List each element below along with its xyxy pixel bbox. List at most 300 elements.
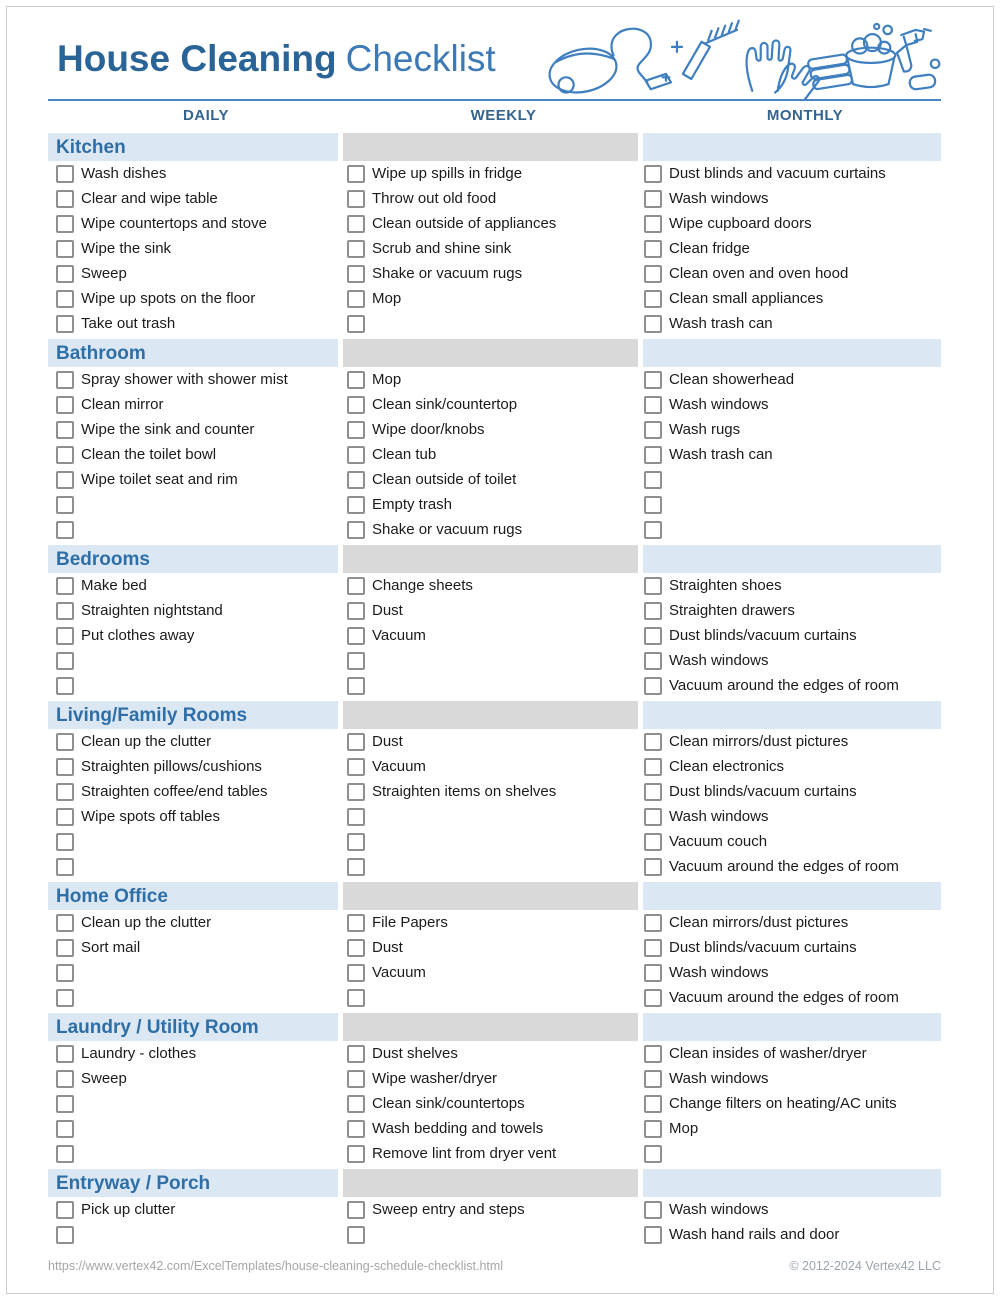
weekly-cell bbox=[343, 261, 638, 286]
item-label: Clean outside of appliances bbox=[372, 215, 557, 232]
checkbox[interactable] bbox=[56, 939, 74, 957]
checkbox[interactable] bbox=[347, 1120, 365, 1138]
item-label: Sweep bbox=[81, 1070, 127, 1087]
weekly-cell bbox=[343, 1141, 638, 1166]
checklist-row bbox=[48, 311, 941, 336]
checkbox[interactable] bbox=[56, 165, 74, 183]
daily-cell bbox=[48, 779, 338, 804]
checkbox[interactable] bbox=[56, 521, 74, 539]
weekly-cell bbox=[343, 754, 638, 779]
checkbox[interactable] bbox=[644, 989, 662, 1007]
checklist-row bbox=[48, 829, 941, 854]
daily-cell bbox=[48, 854, 338, 879]
monthly-cell bbox=[643, 161, 941, 186]
checkbox[interactable] bbox=[56, 315, 74, 333]
checkbox[interactable] bbox=[56, 652, 74, 670]
weekly-cell bbox=[343, 598, 638, 623]
checkbox[interactable] bbox=[347, 733, 365, 751]
column-headers bbox=[48, 107, 941, 128]
daily-cell bbox=[48, 960, 338, 985]
section-kitchen bbox=[48, 133, 941, 336]
monthly-cell bbox=[643, 286, 941, 311]
item-label: File Papers bbox=[372, 914, 448, 931]
page-title bbox=[57, 40, 496, 77]
section-header-band-monthly bbox=[643, 701, 941, 729]
checkbox[interactable] bbox=[347, 1201, 365, 1219]
checkbox[interactable] bbox=[56, 914, 74, 932]
section-header bbox=[48, 133, 941, 161]
checkbox[interactable] bbox=[644, 315, 662, 333]
weekly-cell bbox=[343, 854, 638, 879]
item-label: Straighten items on shelves bbox=[372, 783, 557, 800]
weekly-cell bbox=[343, 392, 638, 417]
checkbox[interactable] bbox=[347, 808, 365, 826]
checkbox[interactable] bbox=[644, 165, 662, 183]
checkbox[interactable] bbox=[347, 421, 365, 439]
section-title: Entryway / Porch bbox=[56, 1173, 211, 1194]
checklist-row bbox=[48, 367, 941, 392]
section-living-family-rooms bbox=[48, 701, 941, 879]
footer-copyright: © 2012-2024 Vertex42 LLC bbox=[789, 1259, 941, 1273]
monthly-cell bbox=[643, 1222, 941, 1247]
checkbox[interactable] bbox=[644, 914, 662, 932]
checkbox[interactable] bbox=[347, 939, 365, 957]
monthly-cell bbox=[643, 573, 941, 598]
daily-cell bbox=[48, 804, 338, 829]
checkbox[interactable] bbox=[644, 964, 662, 982]
item-label: Shake or vacuum rugs bbox=[372, 265, 523, 282]
checkbox[interactable] bbox=[347, 602, 365, 620]
weekly-cell bbox=[343, 417, 638, 442]
item-label: Wipe toilet seat and rim bbox=[81, 471, 238, 488]
checkbox[interactable] bbox=[644, 758, 662, 776]
item-label: Dust bbox=[372, 939, 403, 956]
weekly-cell bbox=[343, 517, 638, 542]
checkbox[interactable] bbox=[644, 396, 662, 414]
item-label: Vacuum around the edges of room bbox=[669, 858, 899, 875]
item-label: Mop bbox=[669, 1120, 699, 1137]
item-label: Straighten shoes bbox=[669, 577, 782, 594]
section-header-band-weekly bbox=[343, 339, 638, 367]
item-label: Make bed bbox=[81, 577, 147, 594]
item-label: Wash windows bbox=[669, 964, 769, 981]
section-header-band-daily bbox=[48, 882, 338, 910]
daily-cell bbox=[48, 1197, 338, 1222]
checkbox[interactable] bbox=[347, 1045, 365, 1063]
section-header-band-monthly bbox=[643, 1013, 941, 1041]
item-label: Dust shelves bbox=[372, 1045, 458, 1062]
checkbox[interactable] bbox=[644, 446, 662, 464]
checkbox[interactable] bbox=[347, 964, 365, 982]
checkbox[interactable] bbox=[644, 783, 662, 801]
checkbox[interactable] bbox=[56, 733, 74, 751]
section-entryway-porch bbox=[48, 1169, 941, 1247]
section-header-band-weekly bbox=[343, 1013, 638, 1041]
weekly-cell bbox=[343, 442, 638, 467]
checkbox[interactable] bbox=[56, 808, 74, 826]
checkbox[interactable] bbox=[56, 1201, 74, 1219]
checklist-row bbox=[48, 517, 941, 542]
item-label: Mop bbox=[372, 290, 402, 307]
daily-cell bbox=[48, 573, 338, 598]
section-laundry-utility-room bbox=[48, 1013, 941, 1166]
daily-cell bbox=[48, 392, 338, 417]
checkbox[interactable] bbox=[56, 240, 74, 258]
monthly-cell bbox=[643, 779, 941, 804]
checkbox[interactable] bbox=[347, 758, 365, 776]
monthly-cell bbox=[643, 261, 941, 286]
daily-cell bbox=[48, 1041, 338, 1066]
checkbox[interactable] bbox=[644, 471, 662, 489]
checklist-row bbox=[48, 492, 941, 517]
monthly-cell bbox=[643, 648, 941, 673]
checkbox[interactable] bbox=[56, 471, 74, 489]
checkbox[interactable] bbox=[56, 396, 74, 414]
monthly-cell bbox=[643, 854, 941, 879]
section-header-band-daily bbox=[48, 1013, 338, 1041]
section-header-band-monthly bbox=[643, 882, 941, 910]
item-label: Throw out old food bbox=[372, 190, 497, 207]
monthly-cell bbox=[643, 1116, 941, 1141]
checkbox[interactable] bbox=[347, 783, 365, 801]
monthly-cell bbox=[643, 1041, 941, 1066]
checkbox[interactable] bbox=[56, 265, 74, 283]
item-label: Wash bedding and towels bbox=[372, 1120, 544, 1137]
item-label: Wash trash can bbox=[669, 315, 773, 332]
checkbox[interactable] bbox=[347, 989, 365, 1007]
weekly-cell bbox=[343, 467, 638, 492]
daily-cell bbox=[48, 985, 338, 1010]
daily-cell bbox=[48, 467, 338, 492]
checkbox[interactable] bbox=[347, 858, 365, 876]
section-header bbox=[48, 1013, 941, 1041]
monthly-cell bbox=[643, 311, 941, 336]
checkbox[interactable] bbox=[56, 627, 74, 645]
checklist-row bbox=[48, 648, 941, 673]
checkbox[interactable] bbox=[347, 446, 365, 464]
checkbox[interactable] bbox=[347, 240, 365, 258]
item-label: Sort mail bbox=[81, 939, 141, 956]
item-label: Pick up clutter bbox=[81, 1201, 176, 1218]
checkbox[interactable] bbox=[56, 290, 74, 308]
daily-cell bbox=[48, 311, 338, 336]
daily-cell bbox=[48, 623, 338, 648]
section-header bbox=[48, 882, 941, 910]
daily-cell bbox=[48, 910, 338, 935]
checkbox[interactable] bbox=[56, 989, 74, 1007]
item-label: Sweep bbox=[81, 265, 127, 282]
item-label: Clean sink/countertop bbox=[372, 396, 518, 413]
weekly-cell bbox=[343, 311, 638, 336]
section-header bbox=[48, 701, 941, 729]
item-label: Straighten drawers bbox=[669, 602, 795, 619]
item-label: Clean electronics bbox=[669, 758, 785, 775]
checklist-row bbox=[48, 673, 941, 698]
monthly-cell bbox=[643, 1091, 941, 1116]
monthly-cell bbox=[643, 960, 941, 985]
item-label: Wipe the sink and counter bbox=[81, 421, 255, 438]
section-header-band-weekly bbox=[343, 545, 638, 573]
checkbox[interactable] bbox=[644, 1120, 662, 1138]
section-header bbox=[48, 1169, 941, 1197]
item-label: Straighten nightstand bbox=[81, 602, 223, 619]
checkbox[interactable] bbox=[347, 315, 365, 333]
weekly-cell bbox=[343, 985, 638, 1010]
checkbox[interactable] bbox=[644, 627, 662, 645]
checkbox[interactable] bbox=[56, 1070, 74, 1088]
item-label: Wipe spots off tables bbox=[81, 808, 220, 825]
checklist-row bbox=[48, 1066, 941, 1091]
page-footer bbox=[48, 1259, 941, 1273]
item-label: Clean insides of washer/dryer bbox=[669, 1045, 867, 1062]
section-title: Home Office bbox=[56, 886, 168, 907]
item-label: Vacuum around the edges of room bbox=[669, 677, 899, 694]
item-label: Straighten pillows/cushions bbox=[81, 758, 262, 775]
checkbox[interactable] bbox=[644, 1226, 662, 1244]
checklist-row bbox=[48, 1222, 941, 1247]
item-label: Vacuum around the edges of room bbox=[669, 989, 899, 1006]
checklist-row bbox=[48, 1091, 941, 1116]
section-bedrooms bbox=[48, 545, 941, 698]
checkbox[interactable] bbox=[347, 290, 365, 308]
monthly-cell bbox=[643, 829, 941, 854]
daily-cell bbox=[48, 598, 338, 623]
checkbox[interactable] bbox=[56, 858, 74, 876]
checkbox[interactable] bbox=[56, 1120, 74, 1138]
checkbox[interactable] bbox=[644, 215, 662, 233]
checkbox[interactable] bbox=[644, 496, 662, 514]
weekly-cell bbox=[343, 935, 638, 960]
checkbox[interactable] bbox=[56, 421, 74, 439]
daily-cell bbox=[48, 754, 338, 779]
checkbox[interactable] bbox=[644, 1070, 662, 1088]
section-header-band-daily bbox=[48, 701, 338, 729]
checkbox[interactable] bbox=[347, 371, 365, 389]
item-label: Clean outside of toilet bbox=[372, 471, 517, 488]
checkbox[interactable] bbox=[644, 833, 662, 851]
checklist-row bbox=[48, 985, 941, 1010]
section-bathroom bbox=[48, 339, 941, 542]
section-header-band-monthly bbox=[643, 1169, 941, 1197]
monthly-cell bbox=[643, 186, 941, 211]
checkbox[interactable] bbox=[644, 808, 662, 826]
checkbox[interactable] bbox=[644, 677, 662, 695]
page-title-secondary: Checklist bbox=[345, 38, 496, 79]
monthly-cell bbox=[643, 673, 941, 698]
item-label: Dust bbox=[372, 733, 403, 750]
daily-cell bbox=[48, 417, 338, 442]
cleaning-tools-illustration-icon bbox=[539, 15, 941, 99]
checkbox[interactable] bbox=[56, 1045, 74, 1063]
column-header-monthly: MONTHLY bbox=[766, 107, 844, 124]
checkbox[interactable] bbox=[56, 1226, 74, 1244]
daily-cell bbox=[48, 673, 338, 698]
section-header-band-daily bbox=[48, 545, 338, 573]
checkbox[interactable] bbox=[644, 858, 662, 876]
checklist-row bbox=[48, 598, 941, 623]
checklist-row bbox=[48, 467, 941, 492]
checkbox[interactable] bbox=[347, 496, 365, 514]
checkbox[interactable] bbox=[347, 471, 365, 489]
monthly-cell bbox=[643, 517, 941, 542]
checkbox[interactable] bbox=[56, 190, 74, 208]
checkbox[interactable] bbox=[347, 677, 365, 695]
weekly-cell bbox=[343, 779, 638, 804]
item-label: Wash windows bbox=[669, 396, 769, 413]
monthly-cell bbox=[643, 417, 941, 442]
daily-cell bbox=[48, 829, 338, 854]
item-label: Shake or vacuum rugs bbox=[372, 521, 523, 538]
checkbox[interactable] bbox=[644, 1095, 662, 1113]
weekly-cell bbox=[343, 623, 638, 648]
checkbox[interactable] bbox=[56, 496, 74, 514]
daily-cell bbox=[48, 367, 338, 392]
checklist-row bbox=[48, 186, 941, 211]
checkbox[interactable] bbox=[56, 758, 74, 776]
checkbox[interactable] bbox=[56, 446, 74, 464]
weekly-cell bbox=[343, 729, 638, 754]
checklist-row bbox=[48, 804, 941, 829]
checkbox[interactable] bbox=[644, 421, 662, 439]
item-label: Wipe washer/dryer bbox=[372, 1070, 498, 1087]
checkbox[interactable] bbox=[56, 833, 74, 851]
monthly-cell bbox=[643, 211, 941, 236]
monthly-cell bbox=[643, 236, 941, 261]
monthly-cell bbox=[643, 623, 941, 648]
item-label: Wash hand rails and door bbox=[669, 1226, 840, 1243]
checkbox[interactable] bbox=[347, 652, 365, 670]
monthly-cell bbox=[643, 442, 941, 467]
checkbox[interactable] bbox=[347, 627, 365, 645]
section-header-band-monthly bbox=[643, 133, 941, 161]
section-header-band-daily bbox=[48, 1169, 338, 1197]
monthly-cell bbox=[643, 754, 941, 779]
daily-cell bbox=[48, 211, 338, 236]
checklist-row bbox=[48, 935, 941, 960]
checkbox[interactable] bbox=[644, 265, 662, 283]
checkbox[interactable] bbox=[644, 733, 662, 751]
checkbox[interactable] bbox=[56, 1145, 74, 1163]
item-label: Empty trash bbox=[372, 496, 453, 513]
checklist-row bbox=[48, 1141, 941, 1166]
checkbox[interactable] bbox=[56, 371, 74, 389]
checkbox[interactable] bbox=[644, 939, 662, 957]
checkbox[interactable] bbox=[347, 1070, 365, 1088]
checkbox[interactable] bbox=[644, 190, 662, 208]
item-label: Mop bbox=[372, 371, 402, 388]
checkbox[interactable] bbox=[56, 1095, 74, 1113]
section-header-band-weekly bbox=[343, 1169, 638, 1197]
item-label: Laundry - clothes bbox=[81, 1045, 197, 1062]
column-header-weekly: WEEKLY bbox=[470, 107, 537, 124]
item-label: Wipe up spots on the floor bbox=[81, 290, 256, 307]
checkbox[interactable] bbox=[56, 964, 74, 982]
checkbox[interactable] bbox=[56, 677, 74, 695]
checklist-row bbox=[48, 623, 941, 648]
section-header bbox=[48, 339, 941, 367]
daily-cell bbox=[48, 186, 338, 211]
checkbox[interactable] bbox=[644, 290, 662, 308]
item-label: Vacuum bbox=[372, 758, 426, 775]
weekly-cell bbox=[343, 286, 638, 311]
item-label: Change filters on heating/AC units bbox=[669, 1095, 897, 1112]
checkbox[interactable] bbox=[644, 1201, 662, 1219]
checklist-row bbox=[48, 960, 941, 985]
monthly-cell bbox=[643, 729, 941, 754]
footer-link[interactable]: https://www.vertex42.com/ExcelTemplates/house-cleaning-schedule-checklist.html bbox=[48, 1259, 504, 1273]
checkbox[interactable] bbox=[56, 215, 74, 233]
checkbox[interactable] bbox=[644, 652, 662, 670]
monthly-cell bbox=[643, 985, 941, 1010]
checkbox[interactable] bbox=[644, 602, 662, 620]
item-label: Take out trash bbox=[81, 315, 176, 332]
daily-cell bbox=[48, 492, 338, 517]
item-label: Wash windows bbox=[669, 1201, 769, 1218]
item-label: Spray shower with shower mist bbox=[81, 371, 288, 388]
checkbox[interactable] bbox=[347, 396, 365, 414]
checkbox[interactable] bbox=[644, 1045, 662, 1063]
checkbox[interactable] bbox=[644, 371, 662, 389]
checkbox[interactable] bbox=[347, 165, 365, 183]
weekly-cell bbox=[343, 573, 638, 598]
item-label: Clean mirror bbox=[81, 396, 164, 413]
item-label: Dust blinds/vacuum curtains bbox=[669, 627, 857, 644]
checkbox[interactable] bbox=[347, 1145, 365, 1163]
checklist-row bbox=[48, 1197, 941, 1222]
monthly-cell bbox=[643, 492, 941, 517]
item-label: Clean mirrors/dust pictures bbox=[669, 733, 849, 750]
sections bbox=[48, 133, 941, 1247]
item-label: Dust bbox=[372, 602, 403, 619]
checkbox[interactable] bbox=[347, 914, 365, 932]
checkbox[interactable] bbox=[347, 521, 365, 539]
section-header-band-weekly bbox=[343, 882, 638, 910]
item-label: Sweep entry and steps bbox=[372, 1201, 525, 1218]
checkbox[interactable] bbox=[347, 265, 365, 283]
checkbox[interactable] bbox=[644, 521, 662, 539]
checkbox[interactable] bbox=[347, 1095, 365, 1113]
checkbox[interactable] bbox=[347, 577, 365, 595]
item-label: Wash rugs bbox=[669, 421, 741, 438]
checkbox[interactable] bbox=[347, 833, 365, 851]
checklist-row bbox=[48, 1116, 941, 1141]
checkbox[interactable] bbox=[56, 602, 74, 620]
section-title: Kitchen bbox=[56, 137, 126, 158]
daily-cell bbox=[48, 1066, 338, 1091]
weekly-cell bbox=[343, 673, 638, 698]
section-header-band-monthly bbox=[643, 545, 941, 573]
weekly-cell bbox=[343, 211, 638, 236]
checklist-row bbox=[48, 417, 941, 442]
checkbox[interactable] bbox=[56, 783, 74, 801]
checkbox[interactable] bbox=[56, 577, 74, 595]
checkbox[interactable] bbox=[347, 190, 365, 208]
checkbox[interactable] bbox=[347, 1226, 365, 1244]
item-label: Remove lint from dryer vent bbox=[372, 1145, 557, 1162]
page-title-primary: House Cleaning bbox=[57, 38, 337, 79]
item-label: Clean mirrors/dust pictures bbox=[669, 914, 849, 931]
daily-cell bbox=[48, 648, 338, 673]
checkbox[interactable] bbox=[644, 577, 662, 595]
checkbox[interactable] bbox=[644, 1145, 662, 1163]
item-label: Wash dishes bbox=[81, 165, 167, 182]
checkbox[interactable] bbox=[347, 215, 365, 233]
item-label: Wash windows bbox=[669, 808, 769, 825]
weekly-cell bbox=[343, 1222, 638, 1247]
checkbox[interactable] bbox=[644, 240, 662, 258]
item-label: Clean sink/countertops bbox=[372, 1095, 525, 1112]
daily-cell bbox=[48, 161, 338, 186]
